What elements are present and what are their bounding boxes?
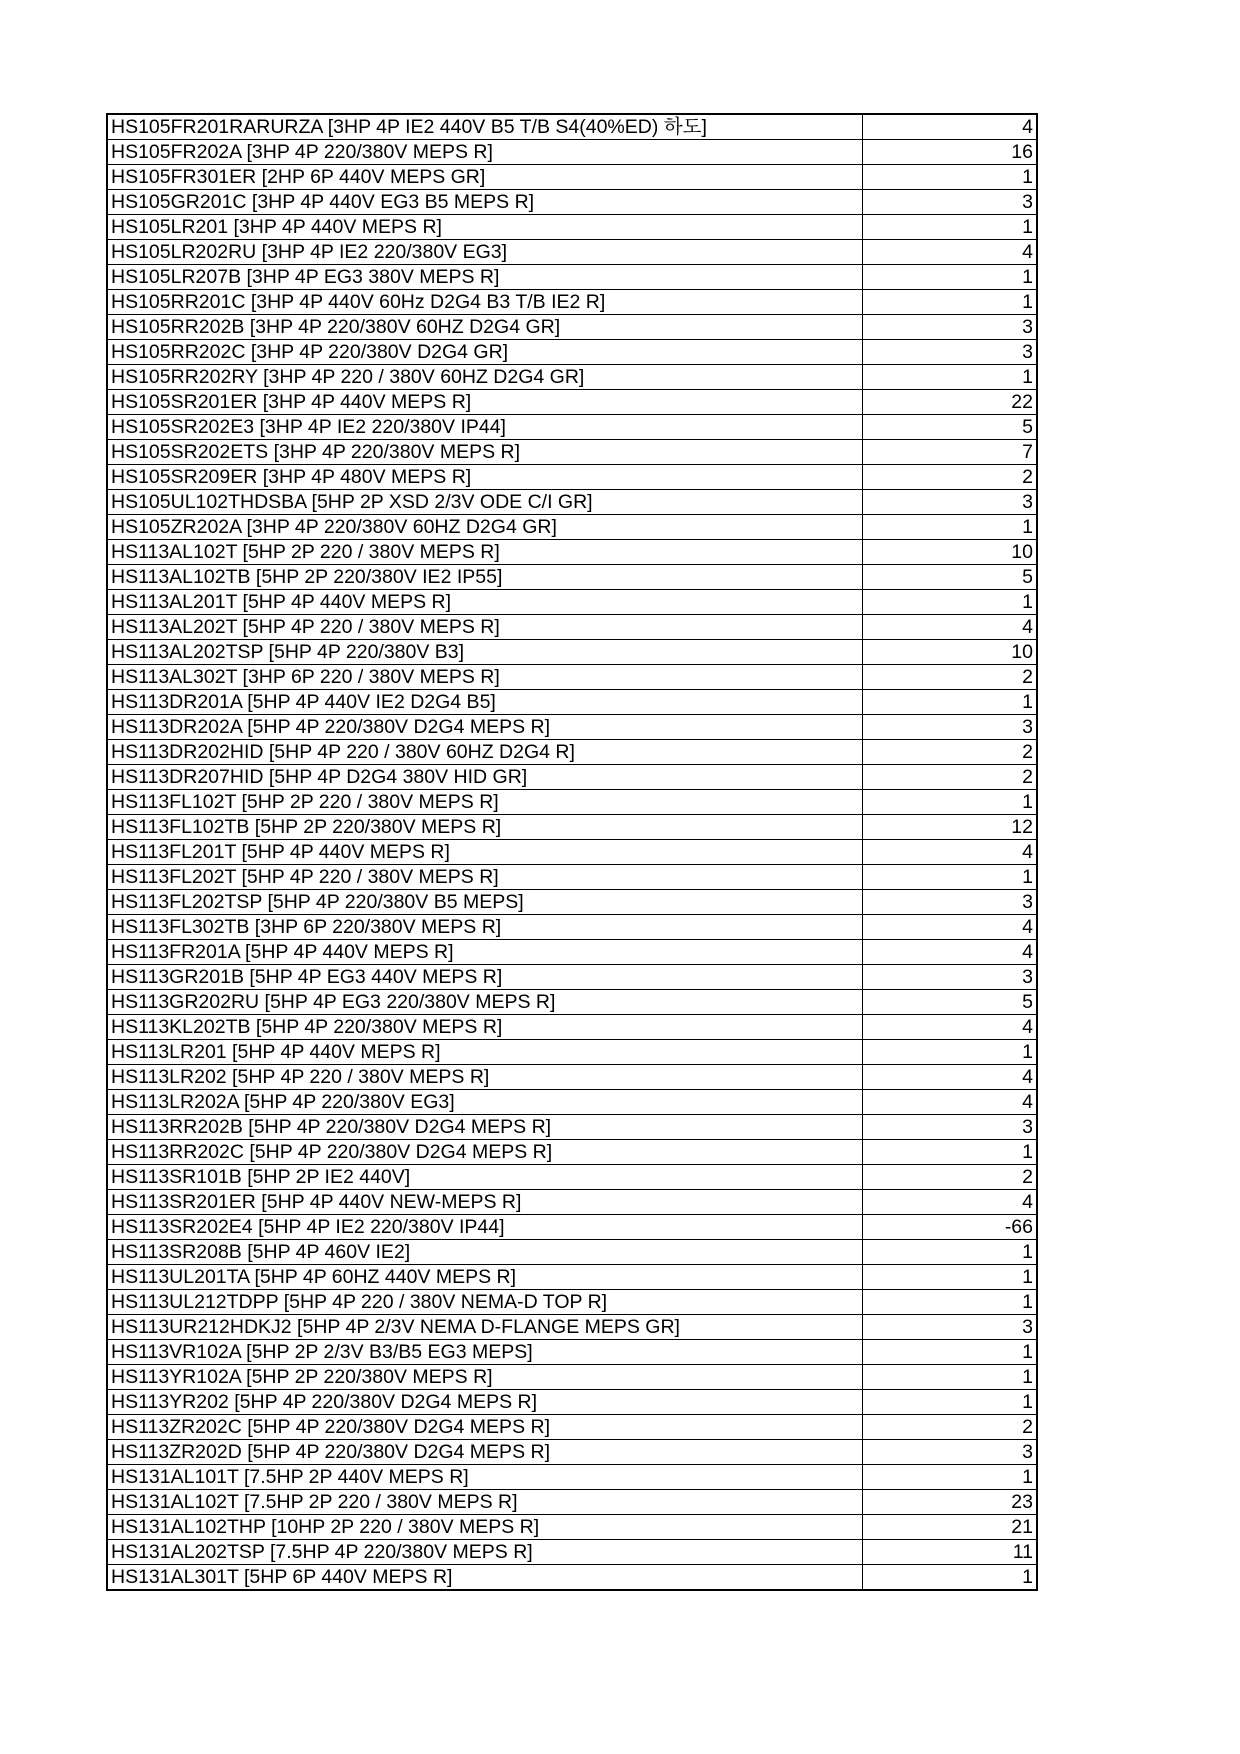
product-name-cell: HS113YR202 [5HP 4P 220/380V D2G4 MEPS R] [107,1390,863,1415]
product-name-cell: HS105FR301ER [2HP 6P 440V MEPS GR] [107,165,863,190]
quantity-cell: 1 [863,1565,1038,1591]
product-name-cell: HS113FL102TB [5HP 2P 220/380V MEPS R] [107,815,863,840]
product-name-cell: HS113FL302TB [3HP 6P 220/380V MEPS R] [107,915,863,940]
table-row [107,540,1037,565]
quantity-cell: 4 [863,840,1038,865]
product-name-cell: HS105LR207B [3HP 4P EG3 380V MEPS R] [107,265,863,290]
quantity-cell: 10 [863,540,1038,565]
table-row [107,1415,1037,1440]
quantity-cell: 4 [863,1065,1038,1090]
quantity-cell: 3 [863,190,1038,215]
table-row [107,240,1037,265]
table-row [107,1165,1037,1190]
product-name-cell: HS113AL102TB [5HP 2P 220/380V IE2 IP55] [107,565,863,590]
quantity-cell: 1 [863,1040,1038,1065]
quantity-cell: 2 [863,665,1038,690]
product-name-cell: HS105LR201 [3HP 4P 440V MEPS R] [107,215,863,240]
table-row [107,114,1037,140]
quantity-cell: 1 [863,790,1038,815]
quantity-cell: 1 [863,165,1038,190]
quantity-cell: 4 [863,1190,1038,1215]
table-row [107,890,1037,915]
product-name-cell: HS113AL202T [5HP 4P 220 / 380V MEPS R] [107,615,863,640]
product-name-cell: HS113DR202A [5HP 4P 220/380V D2G4 MEPS R] [107,715,863,740]
table-row [107,1290,1037,1315]
product-name-cell: HS105SR202E3 [3HP 4P IE2 220/380V IP44] [107,415,863,440]
product-name-cell: HS113VR102A [5HP 2P 2/3V B3/B5 EG3 MEPS] [107,1340,863,1365]
product-name-cell: HS113SR208B [5HP 4P 460V IE2] [107,1240,863,1265]
inventory-table-body [107,114,1037,1590]
product-name-cell: HS113SR201ER [5HP 4P 440V NEW-MEPS R] [107,1190,863,1215]
table-row [107,465,1037,490]
quantity-cell: 1 [863,865,1038,890]
quantity-cell: 1 [863,290,1038,315]
quantity-cell: 4 [863,940,1038,965]
product-name-cell: HS113FL202T [5HP 4P 220 / 380V MEPS R] [107,865,863,890]
quantity-cell: 4 [863,1090,1038,1115]
product-name-cell: HS105RR201C [3HP 4P 440V 60Hz D2G4 B3 T/B IE2 R] [107,290,863,315]
quantity-cell: 16 [863,140,1038,165]
table-row [107,665,1037,690]
product-name-cell: HS113DR202HID [5HP 4P 220 / 380V 60HZ D2G4 R] [107,740,863,765]
table-row [107,165,1037,190]
quantity-cell: 1 [863,1465,1038,1490]
quantity-cell: 2 [863,465,1038,490]
quantity-cell: 1 [863,1140,1038,1165]
product-name-cell: HS113AL202TSP [5HP 4P 220/380V B3] [107,640,863,665]
table-row [107,1140,1037,1165]
inventory-table [106,113,1038,1591]
table-row [107,1315,1037,1340]
product-name-cell: HS131AL102T [7.5HP 2P 220 / 380V MEPS R] [107,1490,863,1515]
table-row [107,1115,1037,1140]
quantity-cell: 1 [863,1290,1038,1315]
quantity-cell: 1 [863,1240,1038,1265]
quantity-cell: 2 [863,765,1038,790]
product-name-cell: HS131AL202TSP [7.5HP 4P 220/380V MEPS R] [107,1540,863,1565]
table-row [107,765,1037,790]
quantity-cell: 3 [863,1440,1038,1465]
table-row [107,190,1037,215]
table-row [107,1065,1037,1090]
product-name-cell: HS105RR202RY [3HP 4P 220 / 380V 60HZ D2G4 GR] [107,365,863,390]
table-row [107,140,1037,165]
table-row [107,365,1037,390]
table-row [107,840,1037,865]
quantity-cell: 1 [863,1390,1038,1415]
product-name-cell: HS105ZR202A [3HP 4P 220/380V 60HZ D2G4 GR] [107,515,863,540]
product-name-cell: HS113FL201T [5HP 4P 440V MEPS R] [107,840,863,865]
quantity-cell: 1 [863,690,1038,715]
quantity-cell: 1 [863,265,1038,290]
quantity-cell: 1 [863,215,1038,240]
product-name-cell: HS131AL101T [7.5HP 2P 440V MEPS R] [107,1465,863,1490]
quantity-cell: 3 [863,315,1038,340]
table-row [107,790,1037,815]
quantity-cell: 4 [863,915,1038,940]
table-row [107,990,1037,1015]
product-name-cell: HS113DR201A [5HP 4P 440V IE2 D2G4 B5] [107,690,863,715]
product-name-cell: HS105FR202A [3HP 4P 220/380V MEPS R] [107,140,863,165]
table-row [107,815,1037,840]
table-row [107,1040,1037,1065]
quantity-cell: 1 [863,365,1038,390]
quantity-cell: 7 [863,440,1038,465]
table-row [107,1090,1037,1115]
quantity-cell: 1 [863,1265,1038,1290]
quantity-cell: 5 [863,990,1038,1015]
table-row [107,390,1037,415]
quantity-cell: 21 [863,1515,1038,1540]
table-row [107,1565,1037,1591]
product-name-cell: HS113LR202 [5HP 4P 220 / 380V MEPS R] [107,1065,863,1090]
table-row [107,1365,1037,1390]
product-name-cell: HS113RR202B [5HP 4P 220/380V D2G4 MEPS R] [107,1115,863,1140]
table-row [107,1340,1037,1365]
product-name-cell: HS113KL202TB [5HP 4P 220/380V MEPS R] [107,1015,863,1040]
quantity-cell: 3 [863,1315,1038,1340]
table-row [107,1540,1037,1565]
table-row [107,490,1037,515]
table-row [107,940,1037,965]
product-name-cell: HS113RR202C [5HP 4P 220/380V D2G4 MEPS R] [107,1140,863,1165]
quantity-cell: 11 [863,1540,1038,1565]
product-name-cell: HS105GR201C [3HP 4P 440V EG3 B5 MEPS R] [107,190,863,215]
quantity-cell: 4 [863,1015,1038,1040]
table-row [107,1240,1037,1265]
quantity-cell: 3 [863,715,1038,740]
table-row [107,565,1037,590]
quantity-cell: 12 [863,815,1038,840]
table-row [107,1490,1037,1515]
product-name-cell: HS113YR102A [5HP 2P 220/380V MEPS R] [107,1365,863,1390]
quantity-cell: 22 [863,390,1038,415]
product-name-cell: HS131AL301T [5HP 6P 440V MEPS R] [107,1565,863,1591]
product-name-cell: HS105SR202ETS [3HP 4P 220/380V MEPS R] [107,440,863,465]
quantity-cell: 3 [863,490,1038,515]
product-name-cell: HS113UR212HDKJ2 [5HP 4P 2/3V NEMA D-FLANGE MEPS GR] [107,1315,863,1340]
quantity-cell: 1 [863,1340,1038,1365]
product-name-cell: HS113LR202A [5HP 4P 220/380V EG3] [107,1090,863,1115]
product-name-cell: HS113ZR202C [5HP 4P 220/380V D2G4 MEPS R] [107,1415,863,1440]
product-name-cell: HS113FL102T [5HP 2P 220 / 380V MEPS R] [107,790,863,815]
product-name-cell: HS113AL302T [3HP 6P 220 / 380V MEPS R] [107,665,863,690]
product-name-cell: HS113UL201TA [5HP 4P 60HZ 440V MEPS R] [107,1265,863,1290]
table-row [107,440,1037,465]
quantity-cell: 2 [863,1165,1038,1190]
product-name-cell: HS113SR202E4 [5HP 4P IE2 220/380V IP44] [107,1215,863,1240]
table-row [107,1015,1037,1040]
table-row [107,965,1037,990]
quantity-cell: 1 [863,590,1038,615]
table-row [107,915,1037,940]
quantity-cell: 2 [863,1415,1038,1440]
table-row [107,640,1037,665]
quantity-cell: 3 [863,890,1038,915]
product-name-cell: HS113AL201T [5HP 4P 440V MEPS R] [107,590,863,615]
quantity-cell: 4 [863,114,1038,140]
quantity-cell: 5 [863,565,1038,590]
table-row [107,1390,1037,1415]
table-row [107,590,1037,615]
quantity-cell: 5 [863,415,1038,440]
product-name-cell: HS105SR209ER [3HP 4P 480V MEPS R] [107,465,863,490]
table-row [107,1265,1037,1290]
table-row [107,615,1037,640]
table-row [107,515,1037,540]
table-row [107,1440,1037,1465]
product-name-cell: HS105SR201ER [3HP 4P 440V MEPS R] [107,390,863,415]
table-row [107,1215,1037,1240]
table-row [107,315,1037,340]
table-row [107,340,1037,365]
table-row [107,1190,1037,1215]
table-row [107,415,1037,440]
product-name-cell: HS113ZR202D [5HP 4P 220/380V D2G4 MEPS R] [107,1440,863,1465]
quantity-cell: -66 [863,1215,1038,1240]
quantity-cell: 3 [863,1115,1038,1140]
table-row [107,1465,1037,1490]
quantity-cell: 2 [863,740,1038,765]
product-name-cell: HS113AL102T [5HP 2P 220 / 380V MEPS R] [107,540,863,565]
product-name-cell: HS113GR202RU [5HP 4P EG3 220/380V MEPS R] [107,990,863,1015]
quantity-cell: 3 [863,965,1038,990]
product-name-cell: HS105RR202B [3HP 4P 220/380V 60HZ D2G4 GR] [107,315,863,340]
product-name-cell: HS113SR101B [5HP 2P IE2 440V] [107,1165,863,1190]
quantity-cell: 4 [863,240,1038,265]
quantity-cell: 3 [863,340,1038,365]
product-name-cell: HS105FR201RARURZA [3HP 4P IE2 440V B5 T/B S4(40%ED) 하도] [107,114,863,140]
quantity-cell: 10 [863,640,1038,665]
product-name-cell: HS105LR202RU [3HP 4P IE2 220/380V EG3] [107,240,863,265]
table-row [107,715,1037,740]
quantity-cell: 4 [863,615,1038,640]
product-name-cell: HS113LR201 [5HP 4P 440V MEPS R] [107,1040,863,1065]
table-row [107,290,1037,315]
product-name-cell: HS105UL102THDSBA [5HP 2P XSD 2/3V ODE C/I GR] [107,490,863,515]
table-row [107,865,1037,890]
table-row [107,690,1037,715]
quantity-cell: 1 [863,515,1038,540]
product-name-cell: HS113UL212TDPP [5HP 4P 220 / 380V NEMA-D TOP R] [107,1290,863,1315]
product-name-cell: HS113GR201B [5HP 4P EG3 440V MEPS R] [107,965,863,990]
product-name-cell: HS113DR207HID [5HP 4P D2G4 380V HID GR] [107,765,863,790]
table-row [107,740,1037,765]
table-row [107,265,1037,290]
quantity-cell: 1 [863,1365,1038,1390]
product-name-cell: HS105RR202C [3HP 4P 220/380V D2G4 GR] [107,340,863,365]
table-row [107,1515,1037,1540]
table-row [107,215,1037,240]
quantity-cell: 23 [863,1490,1038,1515]
product-name-cell: HS131AL102THP [10HP 2P 220 / 380V MEPS R] [107,1515,863,1540]
product-name-cell: HS113FR201A [5HP 4P 440V MEPS R] [107,940,863,965]
product-name-cell: HS113FL202TSP [5HP 4P 220/380V B5 MEPS] [107,890,863,915]
